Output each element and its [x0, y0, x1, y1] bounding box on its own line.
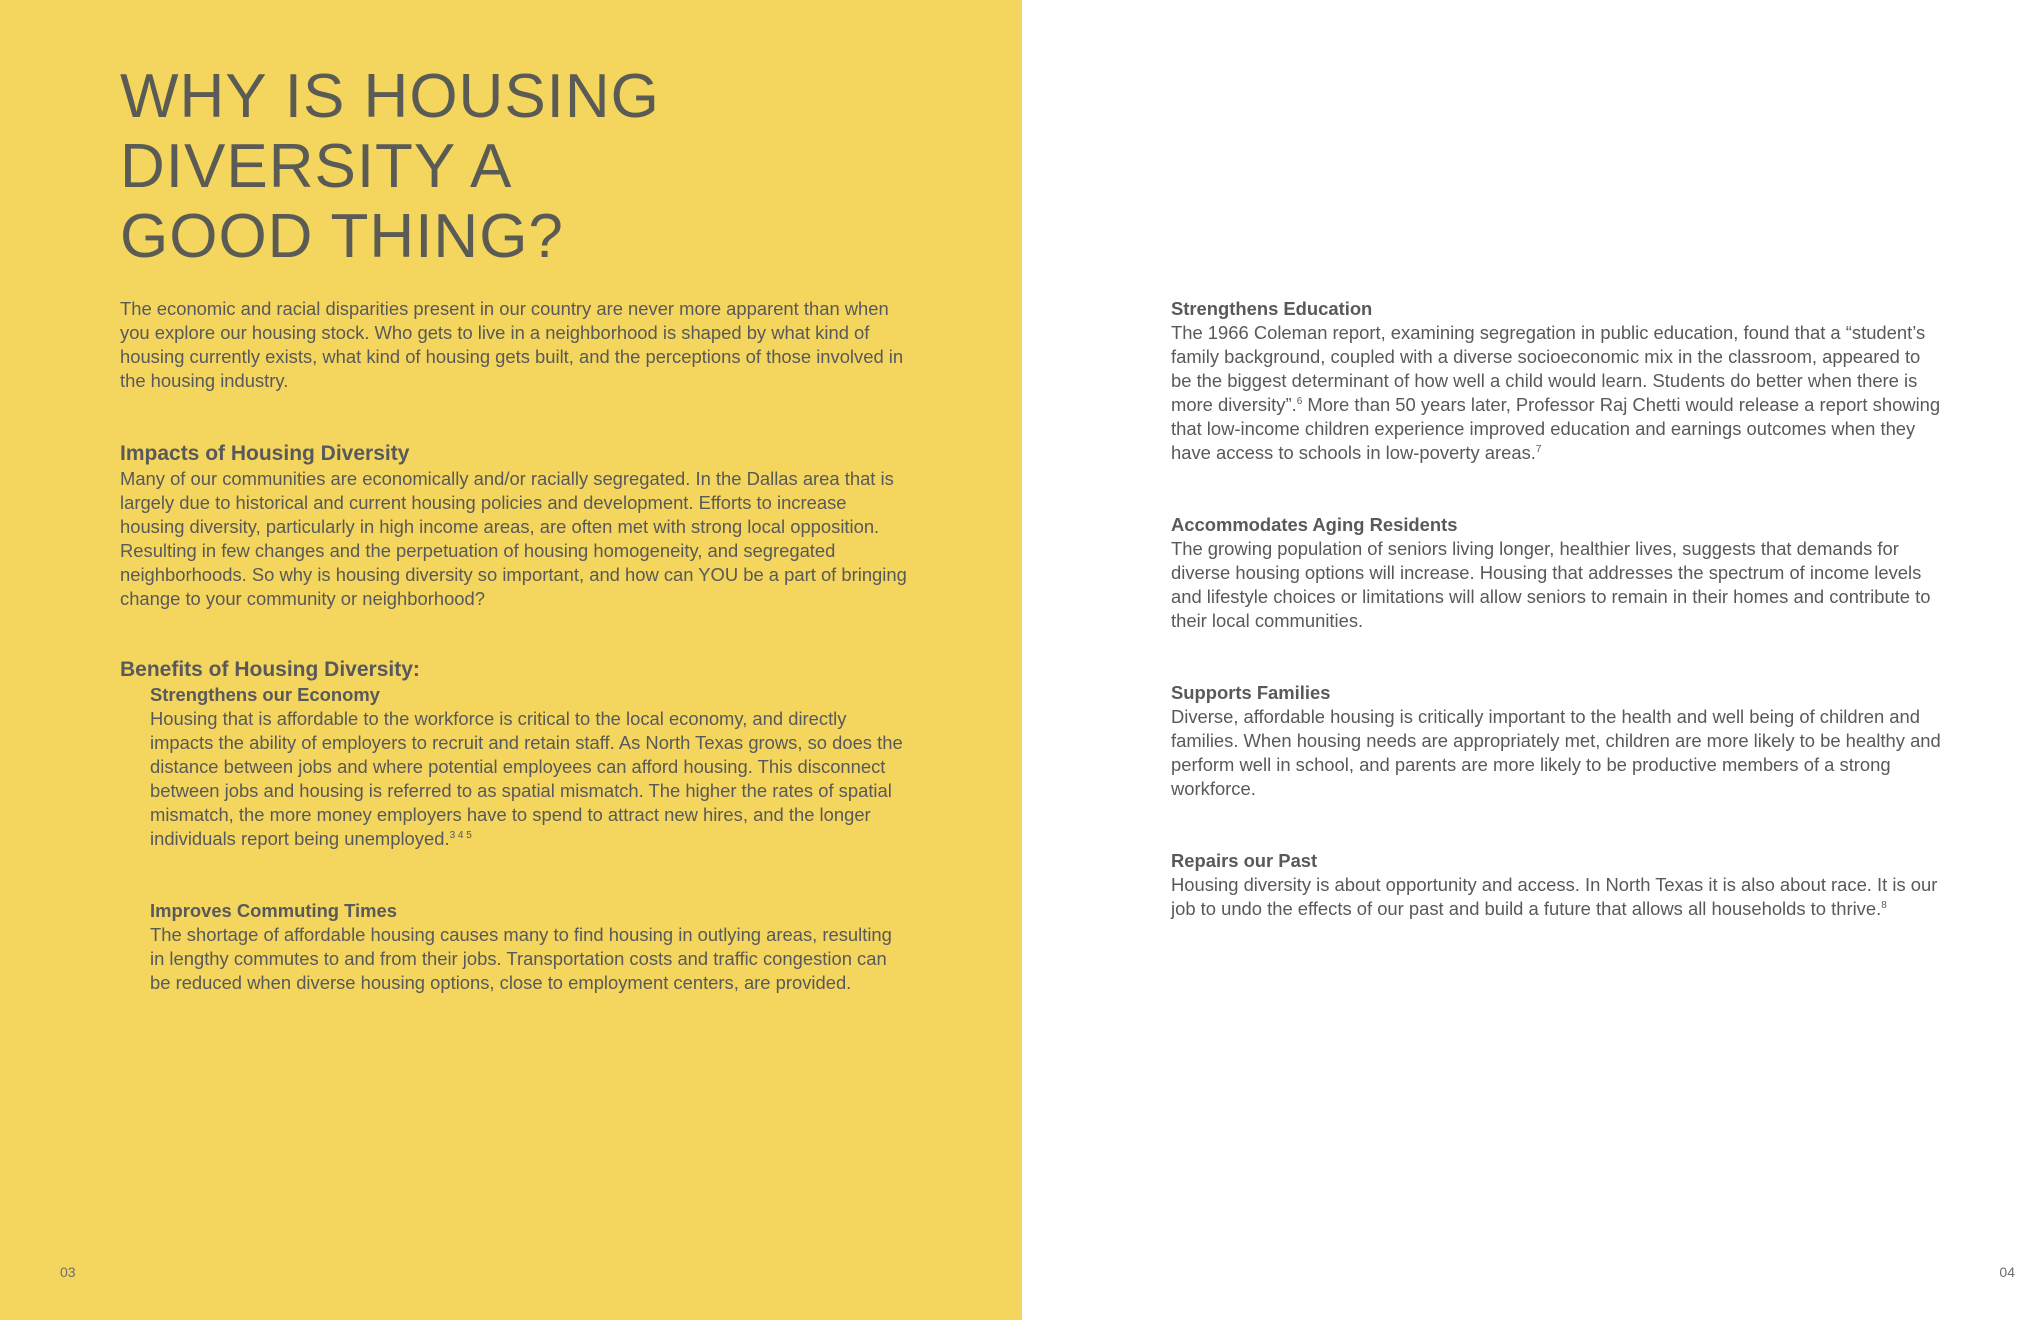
past-footnote: 8 — [1881, 899, 1887, 911]
families-heading: Supports Families — [1171, 682, 1331, 703]
aging-heading: Accommodates Aging Residents — [1171, 514, 1458, 535]
benefits-section — [120, 657, 910, 995]
aging-body: The growing population of seniors living longer, healthier lives, suggests that demands for diverse housing options will increase. Housing that addresses the spectrum of income levels and lifestyle choices or limitations will allow seniors to remain in their homes and contribute to their local communities. — [1171, 538, 1931, 631]
economy-subsection — [150, 683, 910, 851]
commuting-subsection — [150, 899, 910, 995]
title-line-2: DIVERSITY A — [120, 132, 513, 201]
page-title — [120, 62, 820, 272]
families-body: Diverse, affordable housing is critically important to the health and well being of children and families. When housing needs are appropriately met, children are more likely to be healthy and perform well in school, and parents are more likely to be productive members of a strong workforce. — [1171, 706, 1941, 799]
title-line-3: GOOD THING? — [120, 202, 564, 271]
education-heading: Strengthens Education — [1171, 298, 1373, 319]
right-content — [1171, 297, 1941, 969]
page-number-left: 03 — [60, 1264, 76, 1280]
economy-paragraph — [150, 707, 910, 851]
aging-section — [1171, 513, 1941, 633]
education-paragraph — [1171, 321, 1941, 465]
impacts-section — [120, 441, 910, 611]
education-footnote-1: 6 — [1296, 395, 1303, 407]
past-paragraph — [1171, 873, 1941, 921]
commuting-body: The shortage of affordable housing causes many to find housing in outlying areas, resulting in lengthy commutes to and from their jobs. Transportation costs and traffic congestion can be reduced when diverse housing options, close to employment centers, are provided. — [150, 924, 892, 993]
benefits-heading: Benefits of Housing Diversity: — [120, 658, 420, 681]
title-line-1: WHY IS HOUSING — [120, 62, 660, 131]
impacts-body: Many of our communities are economically and/or racially segregated. In the Dallas area that is largely due to historical and current housing policies and development. Efforts to increase housing diversity, particularly in high income areas, are often met with strong local opposition. Resulting in few changes and the perpetuation of housing homogeneity, and segregated neighborhoods. So why is housing diversity so important, and how can YOU be a part of bringing change to your community or neighborhood? — [120, 468, 907, 609]
past-section — [1171, 849, 1941, 921]
commuting-heading: Improves Commuting Times — [150, 900, 397, 921]
left-content — [120, 297, 910, 995]
impacts-heading: Impacts of Housing Diversity — [120, 442, 410, 465]
education-footnote-2: 7 — [1535, 443, 1542, 455]
families-section — [1171, 681, 1941, 801]
page-number-right: 04 — [1999, 1264, 2015, 1280]
economy-heading: Strengthens our Economy — [150, 684, 380, 705]
economy-footnote: 3 4 5 — [449, 829, 472, 841]
education-section — [1171, 297, 1941, 465]
past-heading: Repairs our Past — [1171, 850, 1318, 871]
intro-paragraph: The economic and racial disparities present in our country are never more apparent than when you explore our housing stock. Who gets to live in a neighborhood is shaped by what kind of housing currently exists, what kind of housing gets built, and the perceptions of those involved in the housing industry. — [120, 298, 904, 391]
education-body-1: The 1966 Coleman report, examining segregation in public education, found that a “student’s family background, coupled with a diverse socioeconomic mix in the classroom, appeared to be the biggest determinant of how well a child would learn. Students do better when there is more diversity”. — [1171, 322, 1926, 415]
economy-body: Housing that is affordable to the workforce is critical to the local economy, and directly impacts the ability of employers to recruit and retain staff. As North Texas grows, so does the distance between jobs and where potential employees can afford housing. This disconnect between jobs and housing is referred to as spatial mismatch. The higher the rates of spatial mismatch, the more money employers have to spend to attract new hires, and the longer individuals report being unemployed. — [150, 708, 903, 849]
past-body: Housing diversity is about opportunity and access. In North Texas it is also about race. It is our job to undo the effects of our past and build a future that allows all households to thrive. — [1171, 874, 1938, 919]
education-body-2: More than 50 years later, Professor Raj Chetti would release a report showing that low-income children experience improved education and earnings outcomes when they have access to schools in low-poverty areas. — [1171, 394, 1941, 463]
right-page — [1022, 0, 2040, 1320]
